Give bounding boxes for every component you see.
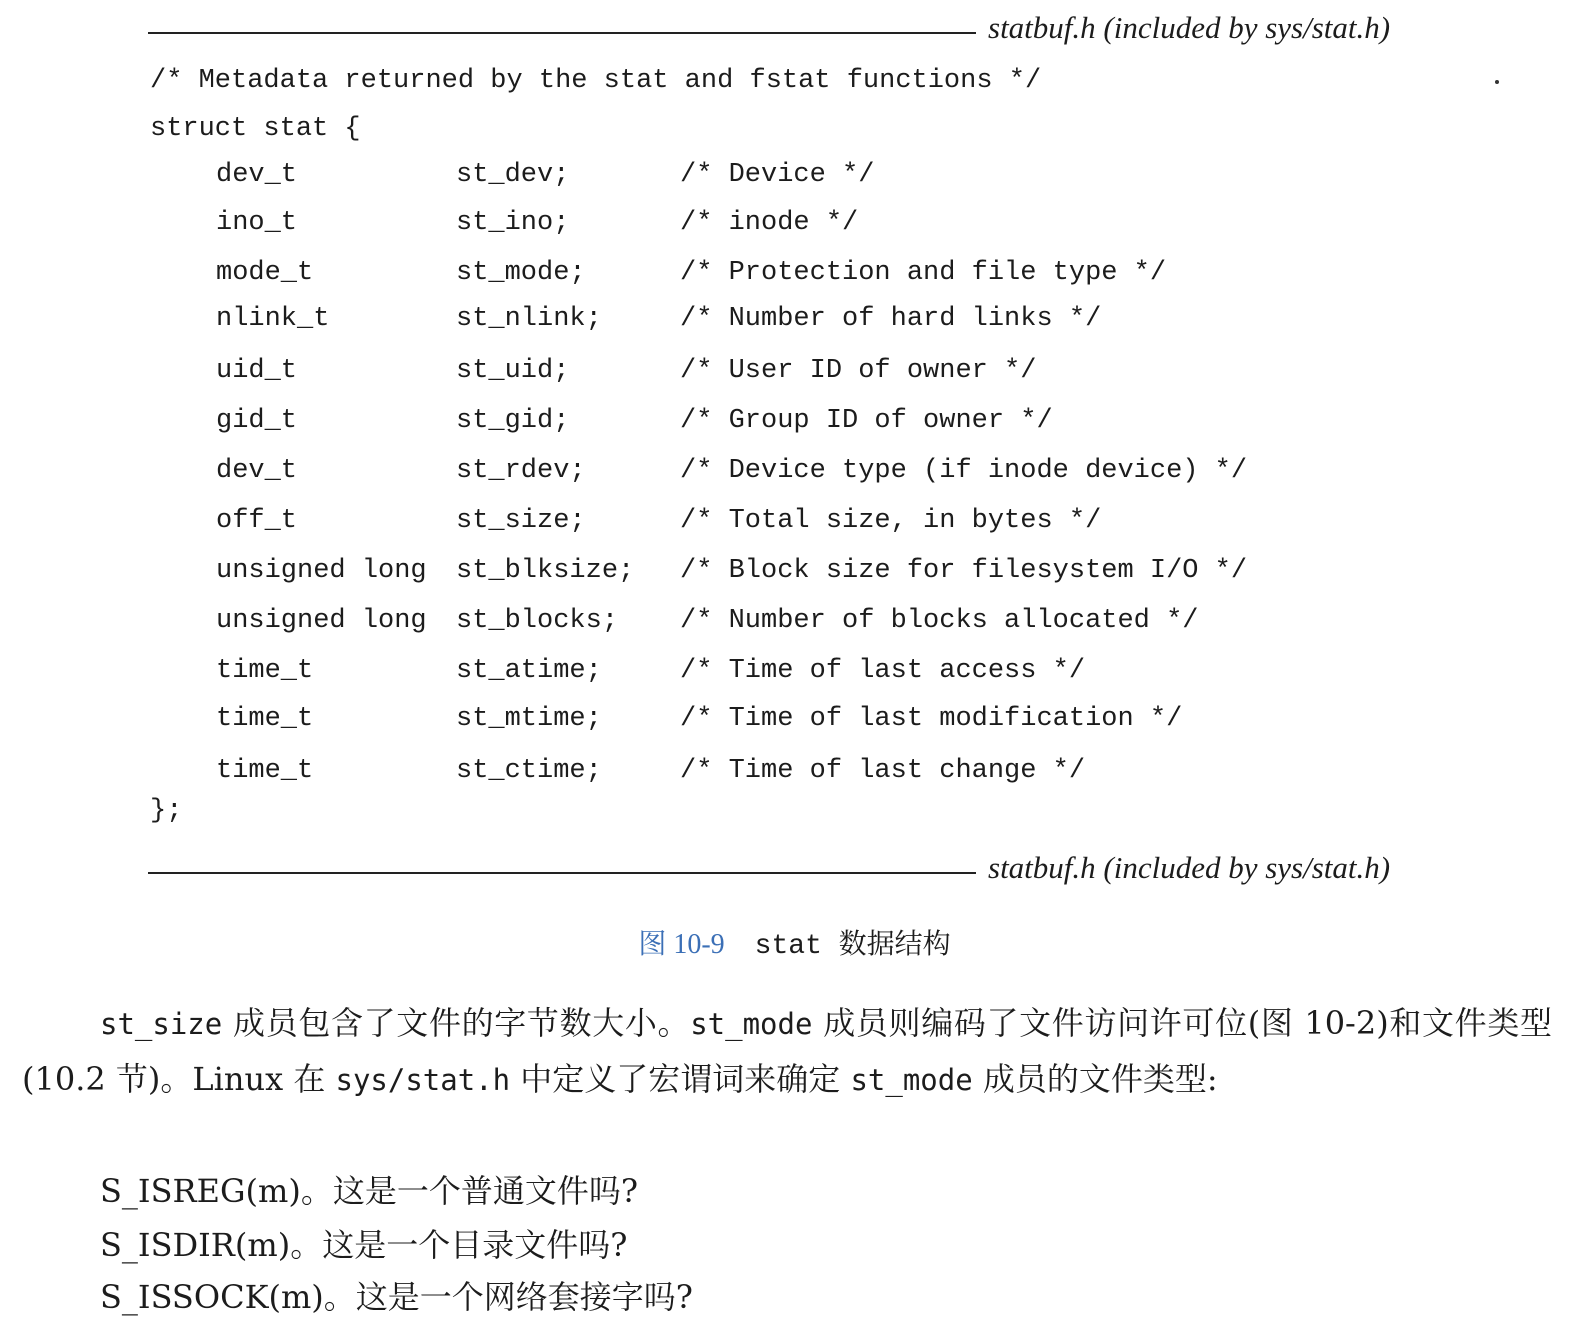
field-comment: /* Device */ (680, 160, 875, 190)
header-rule (148, 32, 976, 34)
code-st-size: st_size (100, 1007, 223, 1041)
struct-field-row (0, 208, 1589, 252)
field-name: st_dev; (456, 160, 570, 190)
field-type: dev_t (216, 456, 298, 486)
para-text-2: 成员则编码了文件访问许可位(图 10-2)和文件类型(10.2 节)。Linux 在 (22, 1004, 1552, 1098)
field-type: time_t (216, 656, 314, 686)
field-name: st_nlink; (456, 304, 602, 334)
field-comment: /* Time of last access */ (680, 656, 1086, 686)
struct-field-row (0, 704, 1589, 748)
macro-issock: S_ISSOCK(m)。这是一个网络套接字吗? (100, 1278, 693, 1316)
field-name: st_blksize; (456, 556, 635, 586)
field-type: gid_t (216, 406, 298, 436)
struct-field-row (0, 406, 1589, 450)
field-comment: /* Block size for filesystem I/O */ (680, 556, 1248, 586)
field-type: nlink_t (216, 304, 330, 334)
para-text-1: 成员包含了文件的字节数大小。 (222, 1004, 691, 1042)
struct-field-row (0, 606, 1589, 650)
field-comment: /* Time of last change */ (680, 756, 1086, 786)
field-name: st_rdev; (456, 456, 586, 486)
field-type: unsigned long (216, 606, 427, 636)
field-name: st_ino; (456, 208, 570, 238)
struct-field-row (0, 656, 1589, 700)
figure-caption (0, 922, 1589, 962)
field-type: dev_t (216, 160, 298, 190)
field-comment: /* Total size, in bytes */ (680, 506, 1102, 536)
field-type: time_t (216, 704, 314, 734)
header-file-label: statbuf.h (included by sys/stat.h) (988, 10, 1391, 45)
struct-field-row (0, 506, 1589, 550)
struct-field-row (0, 456, 1589, 500)
field-name: st_ctime; (456, 756, 602, 786)
scan-speck (1495, 80, 1499, 84)
struct-field-row (0, 160, 1589, 204)
field-type: ino_t (216, 208, 298, 238)
field-comment: /* User ID of owner */ (680, 356, 1037, 386)
macro-isreg: S_ISREG(m)。这是一个普通文件吗? (100, 1172, 638, 1210)
listing-footer (148, 850, 1448, 894)
field-name: st_mode; (456, 258, 586, 288)
code-st-mode-2: st_mode (850, 1063, 973, 1097)
struct-field-row (0, 304, 1589, 348)
field-type: uid_t (216, 356, 298, 386)
struct-open: struct stat { (150, 114, 361, 144)
para-text-4: 成员的文件类型: (972, 1060, 1218, 1098)
code-sys-stat-h: sys/stat.h (335, 1063, 511, 1097)
struct-field-row (0, 556, 1589, 600)
field-type: mode_t (216, 258, 314, 288)
code-comment: /* Metadata returned by the stat and fstat functions */ (150, 66, 1042, 96)
figure-number: 图 10-9 (638, 929, 725, 960)
para-text-3: 中定义了宏谓词来确定 (510, 1060, 851, 1098)
field-comment: /* Protection and file type */ (680, 258, 1167, 288)
macro-isdir: S_ISDIR(m)。这是一个目录文件吗? (100, 1226, 628, 1264)
field-name: st_blocks; (456, 606, 619, 636)
field-name: st_size; (456, 506, 586, 536)
field-comment: /* Time of last modification */ (680, 704, 1183, 734)
field-comment: /* Number of hard links */ (680, 304, 1102, 334)
field-name: st_atime; (456, 656, 602, 686)
field-name: st_uid; (456, 356, 570, 386)
body-paragraph (22, 996, 1552, 1108)
field-name: st_mtime; (456, 704, 602, 734)
struct-field-row (0, 258, 1589, 302)
field-name: st_gid; (456, 406, 570, 436)
footer-file-label: statbuf.h (included by sys/stat.h) (988, 850, 1391, 885)
struct-field-row (0, 356, 1589, 400)
field-type: time_t (216, 756, 314, 786)
field-comment: /* Device type (if inode device) */ (680, 456, 1248, 486)
struct-field-row (0, 756, 1589, 800)
field-comment: /* Number of blocks allocated */ (680, 606, 1199, 636)
field-type: unsigned long (216, 556, 427, 586)
figure-title: stat 数据结构 (754, 931, 951, 962)
listing-header (148, 10, 1448, 54)
field-type: off_t (216, 506, 298, 536)
footer-rule (148, 872, 976, 874)
code-st-mode: st_mode (690, 1007, 813, 1041)
struct-close: }; (150, 796, 183, 826)
field-comment: /* inode */ (680, 208, 859, 238)
field-comment: /* Group ID of owner */ (680, 406, 1053, 436)
